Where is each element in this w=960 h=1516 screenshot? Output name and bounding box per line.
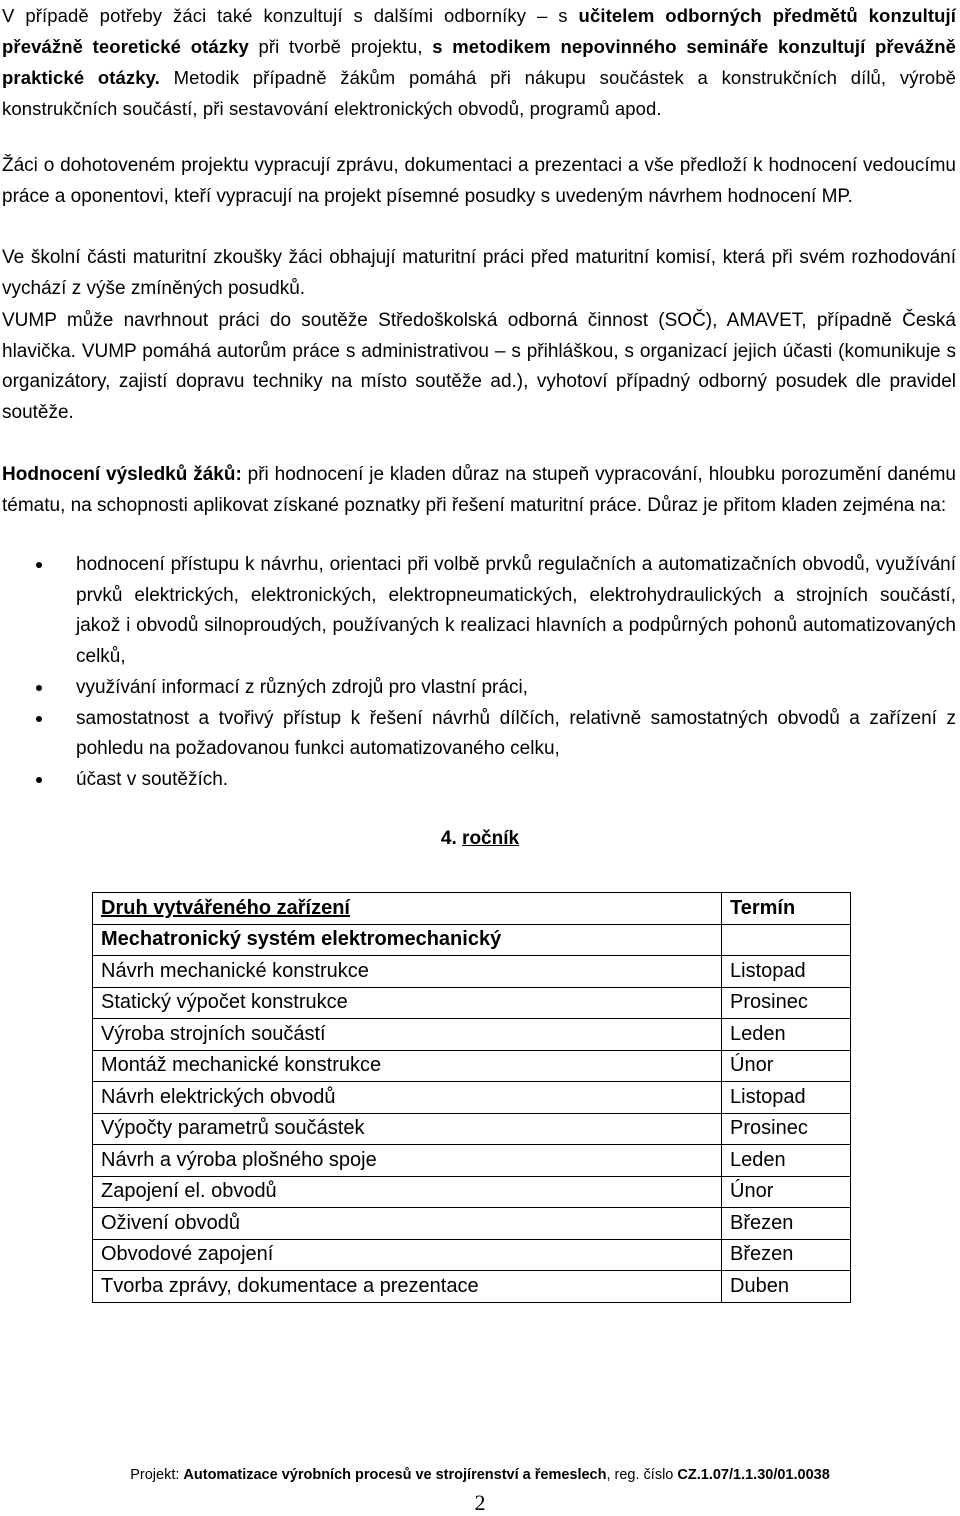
table-cell: Výpočty parametrů součástek (93, 1113, 722, 1145)
table-row (93, 1176, 851, 1208)
list-item-text: využívání informací z různých zdrojů pro vlastní práci, (76, 676, 528, 698)
table-cell: Únor (722, 1050, 851, 1082)
paragraph-defense: Ve školní části maturitní zkoušky žáci obhajují maturitní práci před maturitní komisí, která při svém rozhodování vychází z výše zmíněných posudků. (2, 247, 956, 299)
table-cell: Zapojení el. obvodů (93, 1176, 722, 1208)
paragraph-text: při hodnocení je kladen důraz na stupeň vypracování, hloubku porozumění danému tématu, na schopnosti aplikovat získané poznatky při řešení maturitní práce. Důraz je přitom kladen zejména na: (2, 464, 956, 516)
table-row (93, 1145, 851, 1177)
table-cell: Návrh elektrických obvodů (93, 1082, 722, 1114)
table-cell: Výroba strojních součástí (93, 1019, 722, 1051)
table-row (93, 1271, 851, 1303)
table-header-row (93, 893, 851, 925)
table-cell: Listopad (722, 1082, 851, 1114)
table-cell: Návrh mechanické konstrukce (93, 956, 722, 988)
footer-label: Projekt: (130, 1467, 184, 1483)
bullet-icon (36, 685, 42, 691)
table-section-row (93, 924, 851, 956)
list-item (0, 550, 956, 673)
paragraph-consultations (2, 0, 956, 124)
paragraph-evaluation (2, 460, 956, 521)
footer-reg-label: , reg. číslo (606, 1467, 678, 1483)
table-cell: Montáž mechanické konstrukce (93, 1050, 722, 1082)
schedule-table (92, 892, 851, 1303)
table-cell: Březen (722, 1208, 851, 1240)
table-cell: Statický výpočet konstrukce (93, 987, 722, 1019)
table-cell: Prosinec (722, 1113, 851, 1145)
list-item (0, 765, 956, 796)
table-cell: Duben (722, 1271, 851, 1303)
table-row (93, 1050, 851, 1082)
heading-word: ročník (462, 828, 520, 849)
paragraph-competition: VUMP může navrhnout práci do soutěže Středoškolská odborná činnost (SOČ), AMAVET, případně Česká hlavička. VUMP pomáhá autorům práce s administrativou – s přihláškou, s organizací jejich účasti (komunikuje s organizátory, zajistí dopravu techniky na místo soutěže ad.), vyhotoví případný odborný posudek dle pravidel soutěže. (2, 310, 956, 424)
section-heading (0, 828, 960, 850)
table-cell: Leden (722, 1019, 851, 1051)
table-cell (722, 924, 851, 956)
table-cell: Leden (722, 1145, 851, 1177)
table-row (93, 1019, 851, 1051)
paragraph-text: Metodik případně žákům pomáhá při nákupu součástek a konstrukčních dílů, výrobě konstrukčních součástí, při sestavování elektronických obvodů, programů apod. (2, 67, 956, 119)
table-row (93, 1208, 851, 1240)
table-cell: Tvorba zprávy, dokumentace a prezentace (93, 1271, 722, 1303)
evaluation-heading: Hodnocení výsledků žáků: (2, 464, 242, 485)
bullet-icon (36, 777, 42, 783)
heading-number: 4. (440, 828, 457, 849)
bullet-icon (36, 716, 42, 722)
paragraph-bold: s metodikem nepovinného semináře konzultují převážně praktické otázky. (2, 36, 956, 88)
list-item-text: hodnocení přístupu k návrhu, orientaci při volbě prvků regulačních a automatizačních obvodů, využívání prvků elektrických, elektronických, elektropneumatických, elektrohydraulických a strojních součástí, jakož i obvodů silnoproudých, používaných k realizaci hlavních a podpůrných pohonů automatizovaných celků, (76, 554, 956, 668)
table-row (93, 1239, 851, 1271)
table-cell: Prosinec (722, 987, 851, 1019)
paragraph-bold: učitelem odborných předmětů konzultují převážně teoretické otázky (2, 5, 956, 57)
bullet-icon (36, 562, 42, 568)
paragraph-report: Žáci o dohotoveném projektu vypracují zprávu, dokumentaci a prezentaci a vše předloží k hodnocení vedoucímu práce a oponentovi, kteří vypracují na projekt písemné posudky s uvedeným návrhem hodnocení MP. (2, 155, 956, 207)
list-item-text: samostatnost a tvořivý přístup k řešení návrhů dílčích, relativně samostatných obvodů a zařízení z pohledu na požadovanou funkci automatizovaného celku, (76, 707, 956, 760)
paragraph-text: V případě potřeby žáci také konzultují s dalšími odborníky – s (2, 5, 579, 26)
table-header-cell: Termín (722, 893, 851, 925)
paragraph-text: při tvorbě projektu, (248, 36, 433, 57)
footer-reg-number: CZ.1.07/1.1.30/01.0038 (677, 1467, 830, 1483)
table-cell: Březen (722, 1239, 851, 1271)
table-cell: Únor (722, 1176, 851, 1208)
table-row (93, 987, 851, 1019)
list-item (0, 673, 956, 704)
evaluation-criteria-list (0, 550, 956, 796)
table-row (93, 1082, 851, 1114)
table-row (93, 1113, 851, 1145)
footer-project-name: Automatizace výrobních procesů ve strojírenství a řemeslech (183, 1467, 607, 1483)
table-section-cell: Mechatronický systém elektromechanický (93, 924, 722, 956)
table-cell: Obvodové zapojení (93, 1239, 722, 1271)
table-row (93, 956, 851, 988)
table-header-cell: Druh vytvářeného zařízení (93, 893, 722, 925)
table-cell: Návrh a výroba plošného spoje (93, 1145, 722, 1177)
page-number: 2 (474, 1490, 486, 1515)
table-cell: Listopad (722, 956, 851, 988)
page-footer (0, 1467, 960, 1483)
list-item-text: účast v soutěžích. (76, 768, 229, 790)
list-item (0, 704, 956, 765)
table-cell: Oživení obvodů (93, 1208, 722, 1240)
